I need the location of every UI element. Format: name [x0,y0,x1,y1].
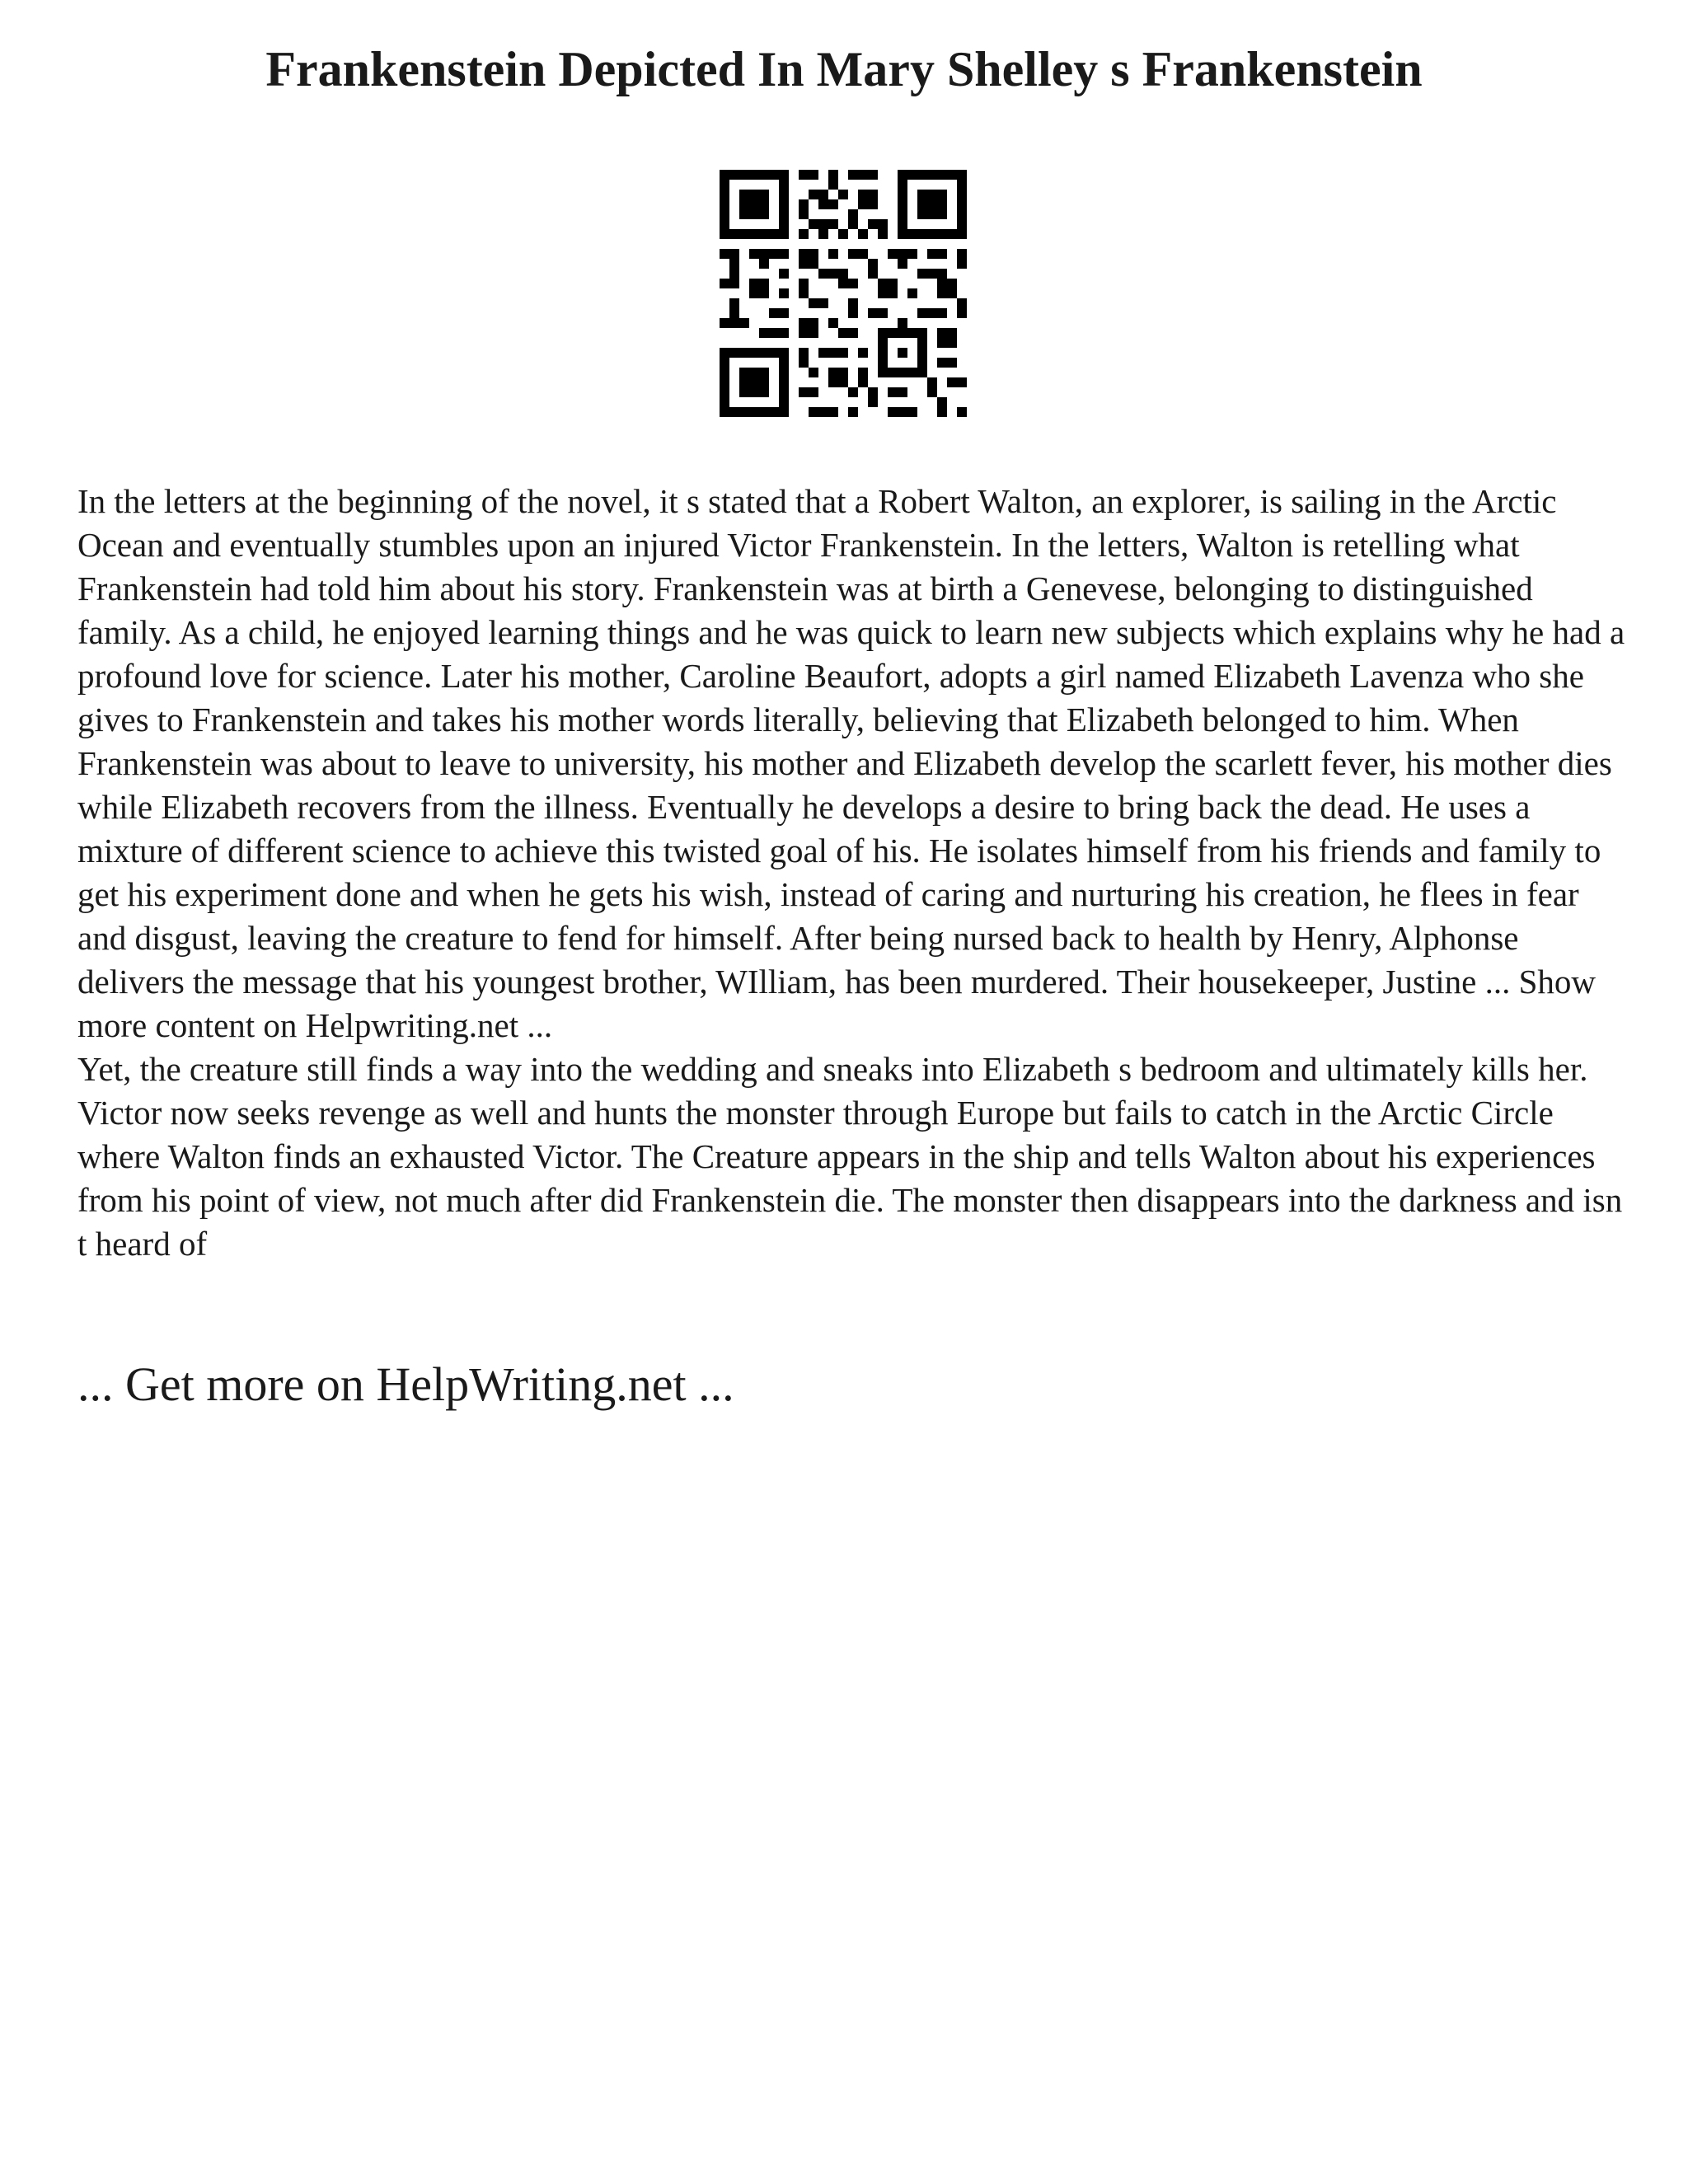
get-more-link[interactable]: ... Get more on HelpWriting.net ... [77,1357,734,1411]
article-body [77,480,1627,1266]
page-title: Frankenstein Depicted In Mary Shelley s Frankenstein [265,42,1423,96]
article-paragraph-1: In the letters at the beginning of the novel, it s stated that a Robert Walton, an explorer, is sailing in the Arctic Ocean and eventually stumbles upon an injured Victor Frankenstein. In the letters, Walton is retelling what Frankenstein had told him about his story. Frankenstein was at birth a Genevese, belonging to distinguished family. As a child, he enjoyed learning things and he was quick to learn new subjects which explains why he had a profound love for science. Later his mother, Caroline Beaufort, adopts a girl named Elizabeth Lavenza who she gives to Frankenstein and takes his mother words literally, believing that Elizabeth belonged to him. When Frankenstein was about to leave to university, his mother and Elizabeth develop the scarlett fever, his mother dies while Elizabeth recovers from the illness. Eventually he develops a desire to bring back the dead. He uses a mixture of different science to achieve this twisted goal of his. He isolates himself from his friends and family to get his experiment done and when he gets his wish, instead of caring and nurturing his creation, he flees in fear and disgust, leaving the creature to fend for himself. After being nursed back to health by Henry, Alphonse delivers the message that his youngest brother, WIlliam, has been murdered. Their housekeeper, Justine ... Show more content on Helpwriting.net ... [77,482,1625,1044]
qr-code-icon[interactable] [720,170,967,417]
article-paragraph-2: Yet, the creature still finds a way into the wedding and sneaks into Elizabeth s bedroom and ultimately kills her. Victor now seeks revenge as well and hunts the monster through Europe but fails to catch in the Arctic Circle where Walton finds an exhausted Victor. The Creature appears in the ship and tells Walton about his experiences from his point of view, not much after did Frankenstein die. The monster then disappears into the darkness and isn t heard of [77,1050,1623,1263]
